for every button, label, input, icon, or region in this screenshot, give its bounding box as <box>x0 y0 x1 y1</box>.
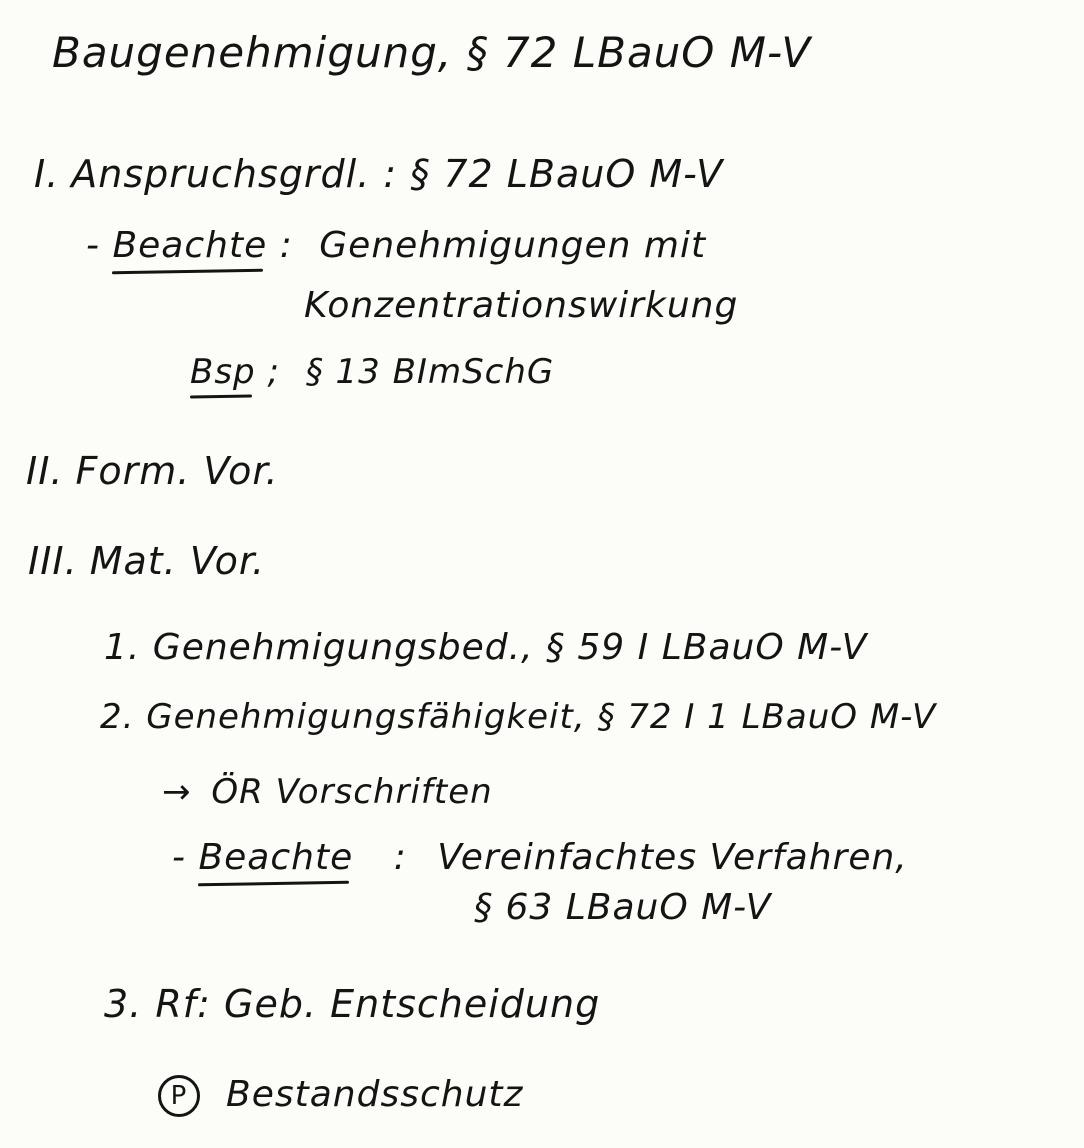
section-3-arrow-line <box>162 772 493 812</box>
circled-p-icon: P <box>158 1075 200 1117</box>
section-3-p-text: Bestandsschutz <box>226 1074 524 1115</box>
section-3-beachte-sep: : <box>393 837 407 878</box>
section-1-heading <box>34 152 724 196</box>
section-1-bsp-label: Bsp <box>190 352 256 392</box>
section-1-numeral: I. <box>34 152 60 196</box>
section-3-item-2: 2. Genehmigungsfähigkeit, § 72 I 1 LBauO M-V <box>100 697 937 737</box>
section-3-item-1: 1. Genehmigungsbed., § 59 I LBauO M-V <box>104 627 868 668</box>
arrow-right-icon: → <box>162 772 192 812</box>
section-3-numeral: III. <box>28 539 78 583</box>
section-1-beachte-continued: Konzentrationswirkung <box>304 285 739 326</box>
section-1-beachte-text-1: Genehmigungen mit <box>319 225 707 266</box>
section-1-beachte-dash: - <box>86 225 100 266</box>
section-1-text: Anspruchsgrdl. : § 72 LBauO M-V <box>71 152 724 196</box>
section-1-example <box>190 352 555 392</box>
section-1-beachte-label: Beachte <box>112 225 268 266</box>
section-2-text: Form. Vor. <box>75 449 279 493</box>
section-3-p-line <box>158 1075 523 1117</box>
note-title: Baugenehmigung, § 72 LBauO M-V <box>52 28 812 77</box>
section-1-beachte <box>86 225 707 266</box>
section-3-arrow-text: ÖR Vorschriften <box>211 772 493 812</box>
section-3-beachte-label: Beachte <box>198 837 354 878</box>
section-3-heading <box>28 539 266 583</box>
section-1-bsp-sep: ; <box>267 352 280 392</box>
section-3-text: Mat. Vor. <box>89 539 266 583</box>
section-3-beachte <box>172 837 908 878</box>
section-2-numeral: II. <box>26 449 64 493</box>
section-3-beachte-continued: § 63 LBauO M-V <box>474 887 772 928</box>
section-1-bsp-text: § 13 BImSchG <box>305 352 555 392</box>
section-3-beachte-dash: - <box>172 837 186 878</box>
section-3-beachte-text-1: Vereinfachtes Verfahren, <box>437 837 908 878</box>
section-3-item-3: 3. Rf: Geb. Entscheidung <box>104 982 601 1026</box>
section-1-beachte-sep: : <box>279 225 293 266</box>
section-2-heading <box>26 449 279 493</box>
